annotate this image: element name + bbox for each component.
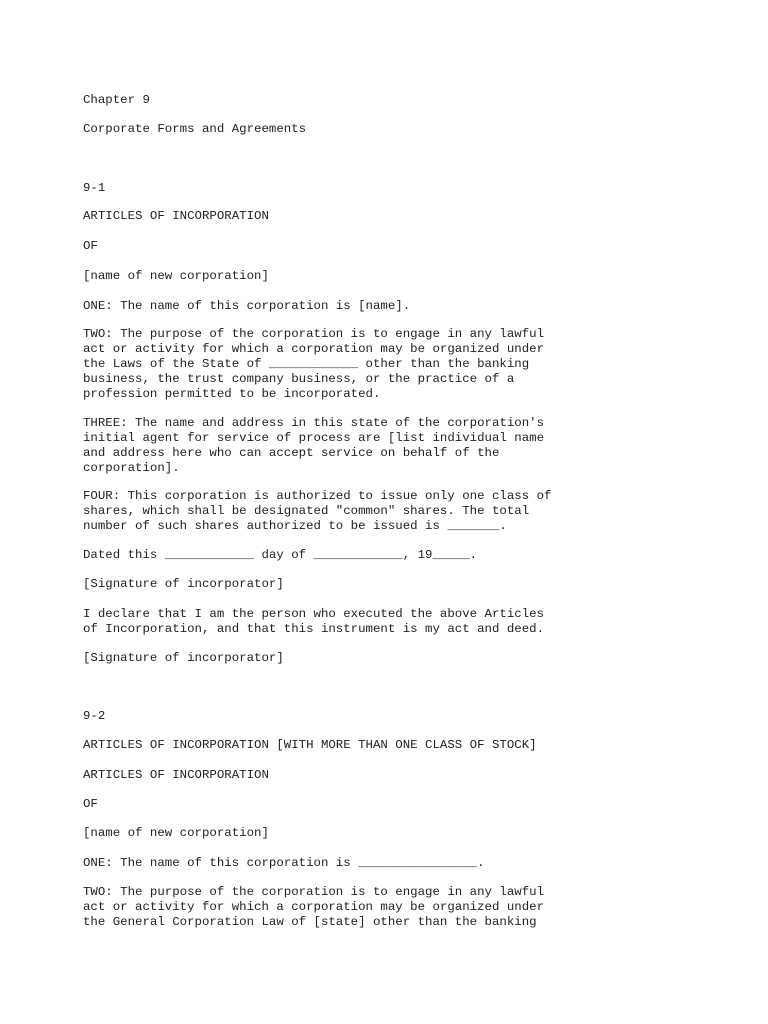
form1-name-placeholder: [name of new corporation] xyxy=(83,269,269,283)
form2-title: ARTICLES OF INCORPORATION [WITH MORE THAN ONE CLASS OF STOCK] xyxy=(83,738,537,752)
form2-heading: ARTICLES OF INCORPORATION xyxy=(83,768,269,782)
form1-of: OF xyxy=(83,239,98,253)
form1-declaration: I declare that I am the person who executed the above Articles of Incorporation, and that this instrument is my act and deed. xyxy=(83,607,545,636)
form1-signature-1: [Signature of incorporator] xyxy=(83,577,284,591)
form2-name-placeholder: [name of new corporation] xyxy=(83,826,269,840)
form1-heading: ARTICLES OF INCORPORATION xyxy=(83,209,269,223)
form-number-9-1: 9-1 xyxy=(83,181,106,195)
form2-article-two: TWO: The purpose of the corporation is to engage in any lawful act or activity for which a corporation may be organized under the General Corporation Law of [state] other than the banking xyxy=(83,885,545,929)
form-number-9-2: 9-2 xyxy=(83,709,106,723)
chapter-label: Chapter 9 xyxy=(83,93,150,107)
form1-article-three: THREE: The name and address in this state of the corporation's initial agent for service of process are [list individual name and address here who can accept service on behalf of the corporation]. xyxy=(83,416,545,475)
form1-article-two: TWO: The purpose of the corporation is to engage in any lawful act or activity for which a corporation may be organized under the Laws of the State of ____________ other than the banking business, the trust company business, or the practice of a profession permitted to be incorporated. xyxy=(83,327,545,401)
chapter-title: Corporate Forms and Agreements xyxy=(83,122,307,136)
form2-of: OF xyxy=(83,797,98,811)
form1-article-one: ONE: The name of this corporation is [name]. xyxy=(83,299,411,313)
form1-article-four: FOUR: This corporation is authorized to issue only one class of shares, which shall be designated "common" shares. The total number of such shares authorized to be issued is _______. xyxy=(83,489,552,533)
form2-article-one: ONE: The name of this corporation is ________________. xyxy=(83,856,485,870)
form1-signature-2: [Signature of incorporator] xyxy=(83,651,284,665)
form1-dated-line: Dated this ____________ day of ____________, 19_____. xyxy=(83,548,478,562)
